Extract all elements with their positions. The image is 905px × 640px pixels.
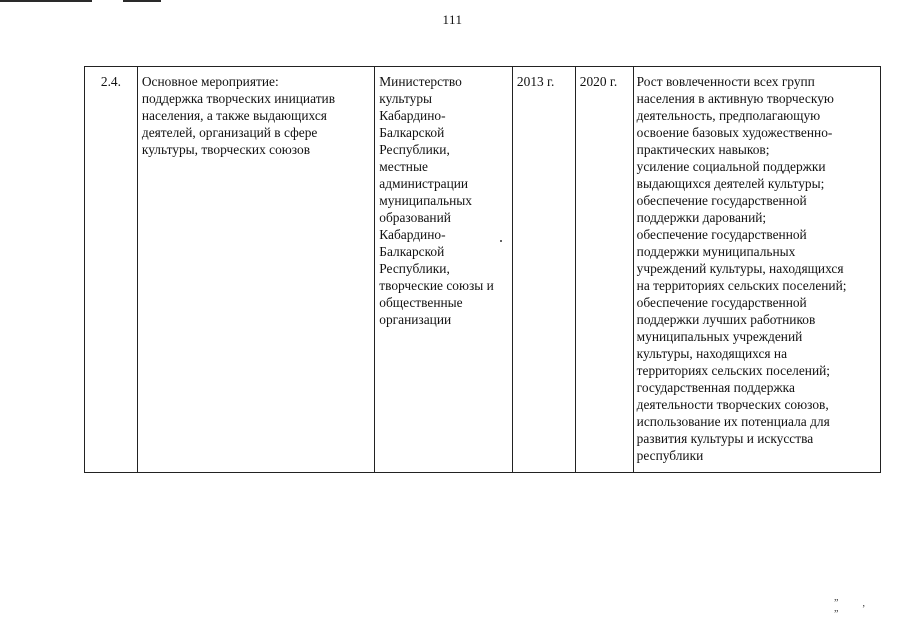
scan-artifact-line <box>0 0 92 2</box>
row-number-cell: 2.4. <box>85 67 138 472</box>
scan-speck <box>500 240 502 242</box>
measure-title-cell: Основное мероприятие: поддержка творческих инициатив населения, а также выдающихся деятелей, организаций в сфере культуры, творческих союзов <box>138 67 375 472</box>
end-year-cell: 2020 г. <box>576 67 634 472</box>
measures-table <box>84 66 881 473</box>
expected-result-cell: Рост вовлеченности всех групп населения в активную творческую деятельность, предполагающую освоение базовых художественно- практических навыков; усиление социальной поддержки выдающихся деятелей культуры; обеспечение государственной поддержки дарований; обеспечение государственной поддержки муниципальных учреждений культуры, находящихся на территориях сельских поселений; обеспечение государственной поддержки лучших работников муниципальных учреждений культуры, находящихся на территориях сельских поселений; государственная поддержка деятельности творческих союзов, использование их потенциала для развития культуры и искусства республики <box>636 74 847 463</box>
corner-marks: ”, ” <box>834 598 889 620</box>
start-year-cell: 2013 г. <box>513 67 576 472</box>
scan-artifact-line <box>123 0 161 2</box>
executor-cell: Министерство культуры Кабардино- Балкарской Республики, местные администрации муниципальных образований Кабардино- Балкарской Республики, творческие союзы и общественные организации <box>375 67 513 472</box>
page-number: 111 <box>442 12 463 27</box>
